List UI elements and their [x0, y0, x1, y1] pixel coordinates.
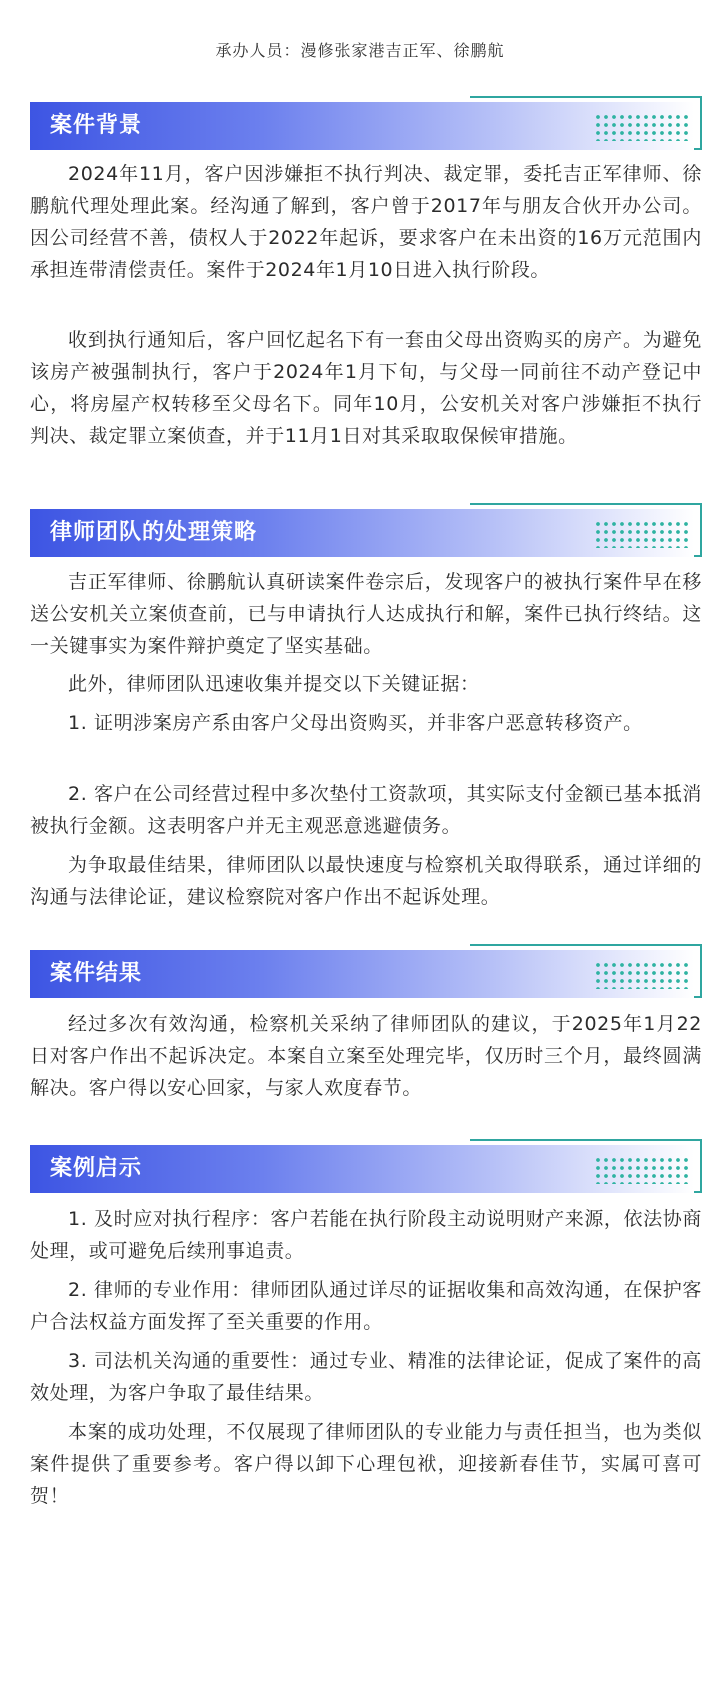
dot-grid-icon — [594, 113, 690, 141]
dot-grid-icon — [594, 961, 690, 989]
section-header-background — [30, 96, 702, 154]
section-header-result — [30, 944, 702, 1002]
paragraph: 为争取最佳结果，律师团队以最快速度与检察机关取得联系，通过详细的沟通与法律论证，建议检察院对客户作出不起诉处理。 — [30, 854, 702, 908]
dot-grid-icon — [594, 1156, 690, 1184]
paragraph: 吉正军律师、徐鹏航认真研读案件卷宗后，发现客户的被执行案件早在移送公安机关立案侦查前，已与申请执行人达成执行和解，案件已执行终结。这一关键事实为案件辩护奠定了坚实基础。 — [30, 571, 702, 657]
insight-item: 2. 律师的专业作用：律师团队通过详尽的证据收集和高效沟通，在保护客户合法权益方面发挥了至关重要的作用。 — [30, 1279, 702, 1333]
evidence-item: 2. 客户在公司经营过程中多次垫付工资款项，其实际支付金额已基本抵消被执行金额。这表明客户并无主观恶意逃避债务。 — [30, 783, 702, 837]
section-header-strategy — [30, 503, 702, 561]
section-title: 律师团队的处理策略 — [50, 520, 258, 545]
dot-grid-icon — [594, 520, 690, 548]
paragraph: 2024年11月，客户因涉嫌拒不执行判决、裁定罪，委托吉正军律师、徐鹏航代理处理此案。经沟通了解到，客户曾于2017年与朋友合伙开办公司。因公司经营不善，债权人于2022年起诉，要求客户在未出资的16万元范围内承担连带清偿责任。案件于2024年1月10日进入执行阶段。 — [30, 163, 702, 281]
handler-line: 承办人员：漫修张家港吉正军、徐鹏航 — [215, 41, 505, 60]
paragraph: 此外，律师团队迅速收集并提交以下关键证据： — [68, 673, 480, 695]
paragraph: 经过多次有效沟通，检察机关采纳了律师团队的建议，于2025年1月22日对客户作出不起诉决定。本案自立案至处理完毕，仅历时三个月，最终圆满解决。客户得以安心回家，与家人欢度春节。 — [30, 1013, 702, 1099]
section-title: 案件背景 — [50, 113, 143, 138]
insight-item: 3. 司法机关沟通的重要性：通过专业、精准的法律论证，促成了案件的高效处理，为客户争取了最佳结果。 — [30, 1350, 702, 1404]
paragraph: 本案的成功处理，不仅展现了律师团队的专业能力与责任担当，也为类似案件提供了重要参考。客户得以卸下心理包袱，迎接新春佳节，实属可喜可贺！ — [30, 1421, 702, 1507]
insight-item: 1. 及时应对执行程序：客户若能在执行阶段主动说明财产来源，依法协商处理，或可避免后续刑事追责。 — [30, 1208, 702, 1262]
paragraph: 收到执行通知后，客户回忆起名下有一套由父母出资购买的房产。为避免该房产被强制执行，客户于2024年1月下旬，与父母一同前往不动产登记中心，将房屋产权转移至父母名下。同年10月，公安机关对客户涉嫌拒不执行判决、裁定罪立案侦查，并于11月1日对其采取取保候审措施。 — [30, 329, 702, 447]
section-title: 案例启示 — [50, 1156, 143, 1181]
section-header-insights — [30, 1139, 702, 1197]
evidence-item: 1. 证明涉案房产系由客户父母出资购买，并非客户恶意转移资产。 — [68, 712, 643, 734]
section-title: 案件结果 — [50, 961, 143, 986]
